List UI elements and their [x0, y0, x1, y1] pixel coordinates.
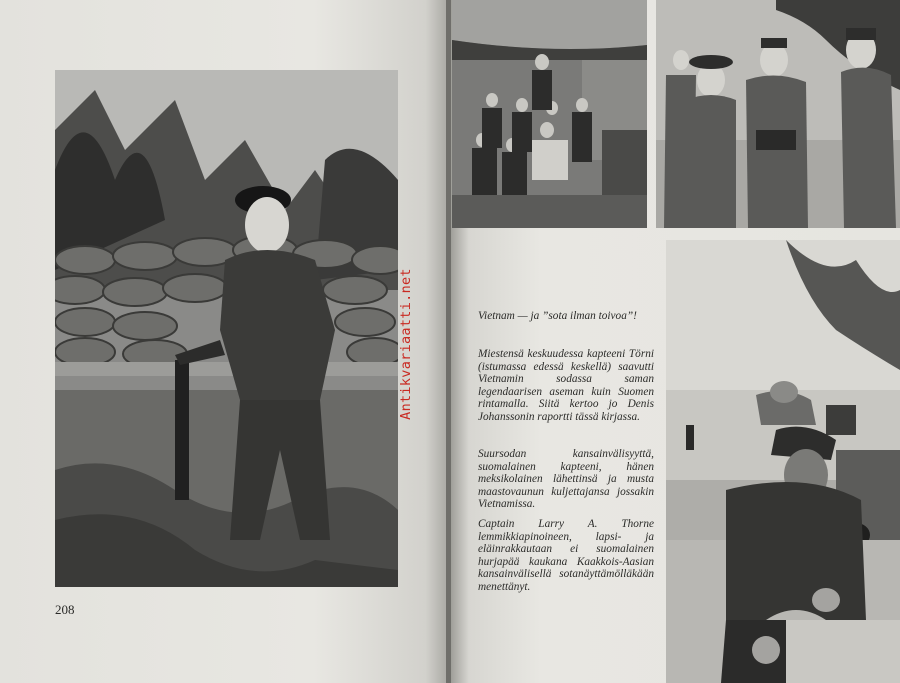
caption-larry-thorne: Captain Larry A. Thorne lemmikkiapinoineen, lapsi- ja eläinrakkautaan ei suomalainen hurjapää kaukana Kaakkois-Aasian kansainvälisellä sotanäyttämölläkään menettänyt. [478, 518, 654, 593]
soldier-monkey-photo [666, 240, 900, 683]
watermark [394, 262, 418, 426]
caption-internationality: Suursodan kansainvälisyyttä, suomalainen kapteeni, hänen meksikolainen lähettinsä ja musta maastovaunun kuljettajansa jossakin Vietnamissa. [478, 448, 654, 511]
watermark-text: Antikvariaatti.net [398, 268, 414, 420]
soldiers-outdoor-photo [656, 0, 900, 228]
caption-torni-legend: Miestensä keskuudessa kapteeni Törni (istumassa edessä keskellä) saavutti Vietnamin sodassa saman legendaarisen aseman kuin Suomen rintamalla. Siitä kertoo jo Denis Johanssonin raportti tässä kirjassa. [478, 348, 654, 423]
page-number: 208 [55, 602, 75, 617]
soldier-beret-photo [55, 70, 398, 587]
caption-vietnam: Vietnam — ja ”sota ilman toivoa”! [478, 310, 637, 322]
hut-group-photo [452, 0, 647, 228]
left-page [0, 0, 448, 683]
